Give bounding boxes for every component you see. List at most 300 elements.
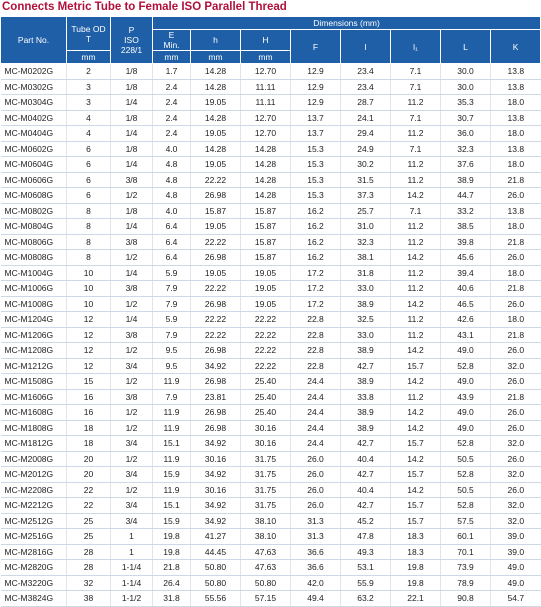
cell-part-no: MC-M1606G — [1, 389, 67, 405]
cell-part-no: MC-M0202G — [1, 64, 67, 80]
cell-l-small: 42.7 — [341, 436, 391, 452]
cell-part-no: MC-M0302G — [1, 79, 67, 95]
cell-f: 26.0 — [291, 467, 341, 483]
cell-h-large: 14.28 — [241, 172, 291, 188]
cell-k: 13.8 — [491, 64, 541, 80]
cell-e: 6.4 — [153, 250, 191, 266]
cell-h-small: 19.05 — [191, 219, 241, 235]
cell-l-small: 42.7 — [341, 467, 391, 483]
cell-l-large: 30.0 — [441, 64, 491, 80]
fittings-table — [0, 16, 541, 607]
p-label: P — [128, 25, 135, 35]
cell-part-no: MC-M3220G — [1, 575, 67, 591]
cell-e: 9.5 — [153, 343, 191, 359]
cell-part-no: MC-M0404G — [1, 126, 67, 142]
cell-l-large: 36.0 — [441, 126, 491, 142]
cell-l1: 11.2 — [391, 157, 441, 173]
cell-port-size: 1/2 — [111, 250, 153, 266]
cell-l-small: 38.9 — [341, 405, 391, 421]
cell-h-small: 34.92 — [191, 467, 241, 483]
cell-part-no: MC-M1508G — [1, 374, 67, 390]
cell-port-size: 1/8 — [111, 64, 153, 80]
table-row — [1, 482, 541, 498]
cell-l-large: 49.0 — [441, 405, 491, 421]
cell-h-small: 15.87 — [191, 203, 241, 219]
table-row — [1, 513, 541, 529]
cell-e: 9.5 — [153, 358, 191, 374]
cell-port-size: 1/4 — [111, 219, 153, 235]
cell-tube-od: 28 — [67, 560, 111, 576]
cell-k: 26.0 — [491, 296, 541, 312]
cell-h-large: 15.87 — [241, 250, 291, 266]
cell-k: 32.0 — [491, 467, 541, 483]
cell-part-no: MC-M1204G — [1, 312, 67, 328]
cell-l1: 22.1 — [391, 591, 441, 607]
cell-l-small: 37.3 — [341, 188, 391, 204]
cell-tube-od: 38 — [67, 591, 111, 607]
cell-k: 32.0 — [491, 513, 541, 529]
tube-od-symbol: T — [85, 33, 92, 44]
cell-f: 24.4 — [291, 405, 341, 421]
cell-k: 32.0 — [491, 498, 541, 514]
cell-part-no: MC-M2208G — [1, 482, 67, 498]
cell-l-large: 40.6 — [441, 281, 491, 297]
cell-l-large: 57.5 — [441, 513, 491, 529]
cell-h-small: 26.98 — [191, 374, 241, 390]
cell-l-small: 25.7 — [341, 203, 391, 219]
cell-h-small: 34.92 — [191, 358, 241, 374]
cell-l1: 11.2 — [391, 95, 441, 111]
cell-f: 42.0 — [291, 575, 341, 591]
cell-h-small: 34.92 — [191, 498, 241, 514]
cell-h-large: 30.16 — [241, 436, 291, 452]
cell-part-no: MC-M2820G — [1, 560, 67, 576]
cell-l1: 14.2 — [391, 420, 441, 436]
cell-port-size: 1/2 — [111, 405, 153, 421]
cell-h-large: 11.11 — [241, 95, 291, 111]
cell-h-small: 22.22 — [191, 281, 241, 297]
cell-l1: 15.7 — [391, 513, 441, 529]
cell-e: 4.0 — [153, 203, 191, 219]
col-h-large: H — [241, 30, 291, 51]
cell-k: 49.0 — [491, 575, 541, 591]
cell-k: 21.8 — [491, 389, 541, 405]
cell-part-no: MC-M1008G — [1, 296, 67, 312]
cell-k: 49.0 — [491, 560, 541, 576]
cell-tube-od: 6 — [67, 172, 111, 188]
cell-port-size: 1/2 — [111, 343, 153, 359]
cell-k: 26.0 — [491, 374, 541, 390]
cell-part-no: MC-M1608G — [1, 405, 67, 421]
cell-h-large: 19.05 — [241, 265, 291, 281]
cell-l-small: 53.1 — [341, 560, 391, 576]
cell-l1: 14.2 — [391, 188, 441, 204]
cell-e: 7.9 — [153, 327, 191, 343]
cell-part-no: MC-M2516G — [1, 529, 67, 545]
cell-part-no: MC-M0402G — [1, 110, 67, 126]
cell-l1: 14.2 — [391, 250, 441, 266]
cell-l-large: 50.5 — [441, 482, 491, 498]
cell-e: 15.9 — [153, 513, 191, 529]
cell-port-size: 1/2 — [111, 296, 153, 312]
cell-h-small: 19.05 — [191, 265, 241, 281]
cell-h-large: 22.22 — [241, 358, 291, 374]
table-row — [1, 374, 541, 390]
cell-port-size: 1-1/2 — [111, 591, 153, 607]
cell-l-small: 42.7 — [341, 358, 391, 374]
cell-l-large: 43.1 — [441, 327, 491, 343]
table-row — [1, 389, 541, 405]
cell-e: 7.9 — [153, 281, 191, 297]
cell-h-small: 30.16 — [191, 451, 241, 467]
cell-f: 16.2 — [291, 234, 341, 250]
cell-k: 13.8 — [491, 141, 541, 157]
cell-f: 16.2 — [291, 203, 341, 219]
cell-l-small: 49.3 — [341, 544, 391, 560]
cell-e: 4.0 — [153, 141, 191, 157]
cell-part-no: MC-M2512G — [1, 513, 67, 529]
cell-l1: 11.2 — [391, 281, 441, 297]
table-row — [1, 544, 541, 560]
unit-h-small: mm — [191, 51, 241, 64]
cell-part-no: MC-M0304G — [1, 95, 67, 111]
cell-part-no: MC-M0808G — [1, 250, 67, 266]
cell-part-no: MC-M2816G — [1, 544, 67, 560]
cell-h-large: 11.11 — [241, 79, 291, 95]
cell-l1: 14.2 — [391, 296, 441, 312]
cell-l-large: 30.7 — [441, 110, 491, 126]
cell-part-no: MC-M3824G — [1, 591, 67, 607]
cell-h-large: 22.22 — [241, 327, 291, 343]
cell-h-small: 41.27 — [191, 529, 241, 545]
cell-part-no: MC-M1212G — [1, 358, 67, 374]
cell-l-small: 38.9 — [341, 374, 391, 390]
cell-l-small: 30.2 — [341, 157, 391, 173]
cell-h-large: 31.75 — [241, 467, 291, 483]
col-l-large: L — [441, 30, 491, 64]
cell-e: 5.9 — [153, 265, 191, 281]
cell-l1: 11.2 — [391, 389, 441, 405]
table-header — [1, 17, 541, 64]
cell-h-small: 14.28 — [191, 141, 241, 157]
cell-l-small: 38.1 — [341, 250, 391, 266]
cell-port-size: 1/4 — [111, 312, 153, 328]
table-row — [1, 327, 541, 343]
e-min-label: Min. — [163, 40, 180, 50]
cell-l-large: 35.3 — [441, 95, 491, 111]
cell-f: 15.3 — [291, 157, 341, 173]
cell-part-no: MC-M0602G — [1, 141, 67, 157]
cell-tube-od: 25 — [67, 529, 111, 545]
cell-tube-od: 12 — [67, 327, 111, 343]
cell-l-small: 38.9 — [341, 296, 391, 312]
cell-f: 17.2 — [291, 296, 341, 312]
cell-h-small: 26.98 — [191, 343, 241, 359]
cell-k: 32.0 — [491, 358, 541, 374]
cell-l-large: 52.8 — [441, 358, 491, 374]
cell-l-large: 52.8 — [441, 467, 491, 483]
cell-f: 26.0 — [291, 451, 341, 467]
page-title: Connects Metric Tube to Female ISO Parallel Thread — [2, 1, 287, 13]
cell-f: 16.2 — [291, 219, 341, 235]
cell-k: 18.0 — [491, 157, 541, 173]
cell-tube-od: 3 — [67, 95, 111, 111]
cell-l-small: 40.4 — [341, 451, 391, 467]
cell-k: 26.0 — [491, 188, 541, 204]
cell-port-size: 3/8 — [111, 281, 153, 297]
cell-h-small: 34.92 — [191, 436, 241, 452]
cell-port-size: 1/2 — [111, 482, 153, 498]
cell-port-size: 1/8 — [111, 110, 153, 126]
cell-f: 22.8 — [291, 358, 341, 374]
cell-part-no: MC-M1206G — [1, 327, 67, 343]
cell-f: 36.6 — [291, 544, 341, 560]
cell-l-small: 33.0 — [341, 327, 391, 343]
table-row — [1, 575, 541, 591]
cell-h-small: 14.28 — [191, 110, 241, 126]
cell-port-size: 3/8 — [111, 234, 153, 250]
cell-l-large: 32.3 — [441, 141, 491, 157]
cell-h-small: 44.45 — [191, 544, 241, 560]
unit-e: mm — [153, 51, 191, 64]
cell-l-small: 23.4 — [341, 79, 391, 95]
cell-h-small: 22.22 — [191, 327, 241, 343]
cell-l1: 14.2 — [391, 451, 441, 467]
cell-k: 26.0 — [491, 420, 541, 436]
cell-l1: 7.1 — [391, 79, 441, 95]
cell-tube-od: 3 — [67, 79, 111, 95]
cell-e: 1.7 — [153, 64, 191, 80]
cell-tube-od: 6 — [67, 188, 111, 204]
cell-port-size: 1/2 — [111, 451, 153, 467]
cell-l1: 7.1 — [391, 141, 441, 157]
table-row — [1, 250, 541, 266]
cell-port-size: 3/4 — [111, 436, 153, 452]
cell-l-large: 49.0 — [441, 343, 491, 359]
cell-k: 18.0 — [491, 312, 541, 328]
cell-e: 19.8 — [153, 529, 191, 545]
cell-l-large: 39.8 — [441, 234, 491, 250]
cell-k: 39.0 — [491, 529, 541, 545]
cell-l1: 7.1 — [391, 64, 441, 80]
cell-h-large: 38.10 — [241, 529, 291, 545]
cell-k: 18.0 — [491, 126, 541, 142]
cell-h-large: 25.40 — [241, 405, 291, 421]
cell-tube-od: 15 — [67, 374, 111, 390]
table-row — [1, 436, 541, 452]
cell-port-size: 3/4 — [111, 498, 153, 514]
cell-h-small: 26.98 — [191, 296, 241, 312]
cell-f: 26.0 — [291, 482, 341, 498]
cell-h-large: 50.80 — [241, 575, 291, 591]
cell-e: 4.8 — [153, 172, 191, 188]
cell-k: 18.0 — [491, 265, 541, 281]
cell-f: 12.9 — [291, 79, 341, 95]
cell-l-large: 46.5 — [441, 296, 491, 312]
table-row — [1, 110, 541, 126]
cell-port-size: 3/4 — [111, 513, 153, 529]
cell-h-small: 23.81 — [191, 389, 241, 405]
cell-h-small: 34.92 — [191, 513, 241, 529]
cell-e: 4.8 — [153, 157, 191, 173]
cell-k: 21.8 — [491, 281, 541, 297]
cell-h-large: 22.22 — [241, 343, 291, 359]
cell-l-small: 24.9 — [341, 141, 391, 157]
cell-port-size: 1 — [111, 529, 153, 545]
cell-f: 31.3 — [291, 513, 341, 529]
table-row — [1, 64, 541, 80]
cell-e: 2.4 — [153, 79, 191, 95]
cell-tube-od: 28 — [67, 544, 111, 560]
cell-l-large: 60.1 — [441, 529, 491, 545]
cell-l-large: 70.1 — [441, 544, 491, 560]
cell-k: 21.8 — [491, 234, 541, 250]
unit-tube-od: mm — [67, 51, 111, 64]
cell-f: 15.3 — [291, 188, 341, 204]
cell-l-large: 52.8 — [441, 498, 491, 514]
cell-h-large: 15.87 — [241, 203, 291, 219]
cell-k: 26.0 — [491, 482, 541, 498]
table-row — [1, 560, 541, 576]
tube-od-label: Tube OD — [71, 23, 106, 34]
cell-tube-od: 8 — [67, 219, 111, 235]
cell-k: 21.8 — [491, 327, 541, 343]
cell-k: 26.0 — [491, 250, 541, 266]
cell-l-small: 31.8 — [341, 265, 391, 281]
cell-tube-od: 10 — [67, 265, 111, 281]
cell-l-large: 73.9 — [441, 560, 491, 576]
cell-e: 2.4 — [153, 126, 191, 142]
cell-l-small: 33.8 — [341, 389, 391, 405]
cell-f: 16.2 — [291, 250, 341, 266]
cell-tube-od: 10 — [67, 281, 111, 297]
cell-f: 24.4 — [291, 436, 341, 452]
table-row — [1, 172, 541, 188]
cell-f: 24.4 — [291, 420, 341, 436]
cell-e: 7.9 — [153, 389, 191, 405]
col-h-small: h — [191, 30, 241, 51]
cell-l-small: 33.0 — [341, 281, 391, 297]
cell-part-no: MC-M1808G — [1, 420, 67, 436]
cell-l-large: 38.9 — [441, 172, 491, 188]
cell-f: 22.8 — [291, 343, 341, 359]
cell-port-size: 1-1/4 — [111, 560, 153, 576]
cell-l-large: 43.9 — [441, 389, 491, 405]
cell-k: 32.0 — [491, 436, 541, 452]
table-row — [1, 234, 541, 250]
cell-e: 15.1 — [153, 436, 191, 452]
cell-part-no: MC-M0804G — [1, 219, 67, 235]
table-row — [1, 498, 541, 514]
cell-port-size: 3/4 — [111, 358, 153, 374]
cell-k: 26.0 — [491, 405, 541, 421]
cell-port-size: 1-1/4 — [111, 575, 153, 591]
cell-e: 19.8 — [153, 544, 191, 560]
cell-e: 7.9 — [153, 296, 191, 312]
cell-tube-od: 32 — [67, 575, 111, 591]
cell-part-no: MC-M1006G — [1, 281, 67, 297]
e-label: E — [168, 30, 175, 40]
cell-h-small: 19.05 — [191, 157, 241, 173]
cell-l-large: 44.7 — [441, 188, 491, 204]
cell-tube-od: 12 — [67, 343, 111, 359]
cell-port-size: 3/8 — [111, 327, 153, 343]
cell-l1: 18.3 — [391, 544, 441, 560]
cell-h-large: 14.28 — [241, 188, 291, 204]
cell-tube-od: 25 — [67, 513, 111, 529]
cell-l-large: 90.8 — [441, 591, 491, 607]
table-row — [1, 343, 541, 359]
table-row — [1, 141, 541, 157]
cell-f: 24.4 — [291, 389, 341, 405]
cell-h-large: 19.05 — [241, 281, 291, 297]
cell-port-size: 1 — [111, 544, 153, 560]
cell-e: 5.9 — [153, 312, 191, 328]
cell-l-small: 38.9 — [341, 420, 391, 436]
cell-l-small: 32.3 — [341, 234, 391, 250]
cell-f: 13.7 — [291, 126, 341, 142]
cell-f: 36.6 — [291, 560, 341, 576]
cell-e: 11.9 — [153, 405, 191, 421]
cell-h-small: 30.16 — [191, 482, 241, 498]
cell-k: 18.0 — [491, 95, 541, 111]
cell-k: 13.8 — [491, 79, 541, 95]
cell-l1: 15.7 — [391, 498, 441, 514]
cell-tube-od: 4 — [67, 126, 111, 142]
col-p — [111, 17, 153, 64]
cell-e: 11.9 — [153, 482, 191, 498]
cell-part-no: MC-M2212G — [1, 498, 67, 514]
cell-l-large: 52.8 — [441, 436, 491, 452]
cell-part-no: MC-M1208G — [1, 343, 67, 359]
table-row — [1, 451, 541, 467]
table-row — [1, 296, 541, 312]
cell-l1: 11.2 — [391, 172, 441, 188]
iso-std-label: 228/1 — [120, 45, 143, 55]
cell-h-large: 47.63 — [241, 560, 291, 576]
cell-h-small: 22.22 — [191, 172, 241, 188]
cell-h-small: 26.98 — [191, 188, 241, 204]
cell-tube-od: 8 — [67, 250, 111, 266]
cell-port-size: 1/8 — [111, 203, 153, 219]
cell-l-small: 28.7 — [341, 95, 391, 111]
cell-tube-od: 6 — [67, 157, 111, 173]
cell-part-no: MC-M2008G — [1, 451, 67, 467]
cell-h-large: 31.75 — [241, 451, 291, 467]
cell-l-large: 49.0 — [441, 374, 491, 390]
cell-l-small: 29.4 — [341, 126, 391, 142]
cell-l1: 11.2 — [391, 312, 441, 328]
iso-label: ISO — [124, 35, 139, 45]
cell-h-small: 26.98 — [191, 250, 241, 266]
cell-k: 26.0 — [491, 343, 541, 359]
cell-e: 11.9 — [153, 451, 191, 467]
cell-l-large: 30.0 — [441, 79, 491, 95]
col-l-small: l — [341, 30, 391, 64]
table-row — [1, 188, 541, 204]
cell-tube-od: 8 — [67, 234, 111, 250]
cell-h-large: 57.15 — [241, 591, 291, 607]
cell-l1: 11.2 — [391, 234, 441, 250]
cell-f: 17.2 — [291, 265, 341, 281]
cell-h-large: 25.40 — [241, 374, 291, 390]
col-tube-od — [67, 17, 111, 51]
cell-l-small: 42.7 — [341, 498, 391, 514]
cell-h-small: 26.98 — [191, 420, 241, 436]
cell-l-large: 42.6 — [441, 312, 491, 328]
cell-tube-od: 2 — [67, 64, 111, 80]
cell-tube-od: 20 — [67, 451, 111, 467]
